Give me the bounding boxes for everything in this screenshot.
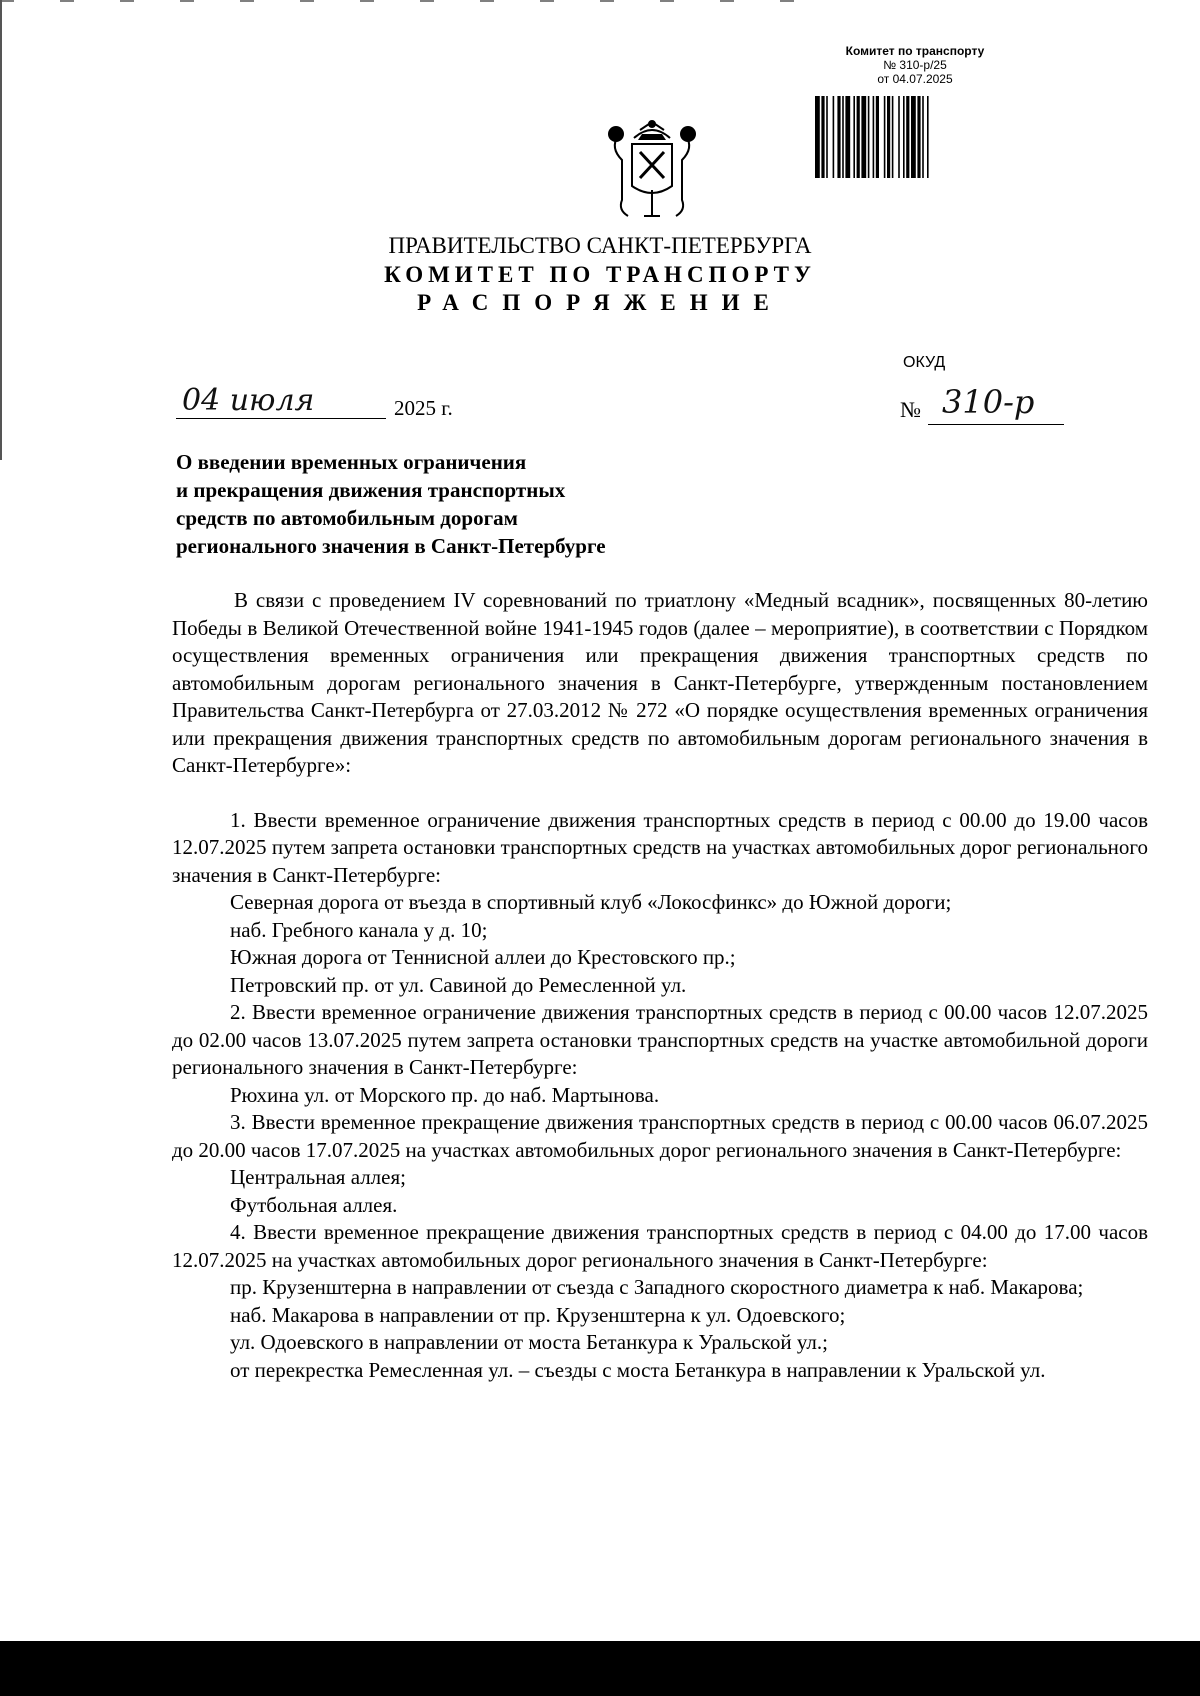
item-2: 2. Ввести временное ограничение движения транспортных средств в период с 00.00 часов 12.07.2025 до 02.00 часов 13.07.2025 путем запрета остановки транспортных средств на участке автомобильной дороги регионального значения в Санкт-Петербурге: <box>172 1000 1148 1079</box>
handwritten-number: 310-р <box>942 383 1035 421</box>
road-entry: Южная дорога от Теннисной аллеи до Крестовского пр.; <box>230 945 736 969</box>
stamp-number: № 310-р/25 <box>883 58 947 72</box>
scan-artifact <box>0 0 800 2</box>
subject-line: О введении временных ограничения <box>176 450 527 474</box>
item-3: 3. Ввести временное прекращение движения транспортных средств в период с 00.00 часов 06.07.2025 до 20.00 часов 17.07.2025 на участках автомобильных дорог регионального значения в Санкт-Петербурге: <box>172 1110 1148 1162</box>
date-year: 2025 г. <box>394 396 453 420</box>
road-entry: Северная дорога от въезда в спортивный клуб «Локосфинкс» до Южной дороги; <box>230 890 952 914</box>
scan-edge <box>0 0 2 460</box>
road-entry: наб. Гребного канала у д. 10; <box>230 917 488 942</box>
road-entry: Петровский пр. от ул. Савиной до Ремесленной ул. <box>230 972 687 997</box>
document-subject <box>176 448 606 560</box>
item-4: 4. Ввести временное прекращение движения транспортных средств в период с 04.00 до 17.00 часов 12.07.2025 на участках автомобильных дорог регионального значения в Санкт-Петербурге: <box>172 1220 1148 1272</box>
road-entry: ул. Одоевского в направлении от моста Бетанкура к Уральской ул.; <box>230 1330 828 1354</box>
government-title: ПРАВИТЕЛЬСТВО САНКТ-ПЕТЕРБУРГА <box>388 233 812 258</box>
committee-title: КОМИТЕТ ПО ТРАНСПОРТУ <box>384 262 816 287</box>
registration-stamp <box>815 44 1015 86</box>
stamp-organization: Комитет по транспорту <box>845 44 985 58</box>
road-entry: Рюхина ул. от Морского пр. до наб. Мартынова. <box>230 1082 660 1107</box>
road-entry: Центральная аллея; <box>230 1165 406 1189</box>
document-body <box>172 587 1148 1384</box>
item-1: 1. Ввести временное ограничение движения транспортных средств в период с 00.00 до 19.00 часов 12.07.2025 путем запрета остановки транспортных средств на участках автомобильных дорог регионального значения в Санкт-Петербурге: <box>172 807 1148 887</box>
preamble: В связи с проведением IV соревнований по триатлону «Медный всадник», посвященных 80-летию Победы в Великой Отечественной войне 1941-1945 годов (далее – мероприятие), в соответствии с Порядком осуществления временных ограничения или прекращения движения транспортных средств по автомобильным дорогам регионального значения в Санкт-Петербурге, утвержденным постановлением Правительства Санкт-Петербурга от 27.03.2012 № 272 «О порядке осуществления временных ограничения или прекращения движения транспортных средств по автомобильным дорогам регионального значения в Санкт-Петербурге»: <box>172 588 1148 777</box>
road-entry: Футбольная аллея. <box>230 1192 398 1217</box>
subject-line: и прекращения движения транспортных <box>176 478 566 502</box>
road-entry: наб. Макарова в направлении от пр. Крузенштерна к ул. Одоевского; <box>230 1302 846 1327</box>
okud-label: ОКУД <box>903 354 946 371</box>
subject-line: регионального значения в Санкт-Петербурге <box>176 534 606 558</box>
number-label: № <box>900 397 921 422</box>
barcode-icon <box>815 96 1021 178</box>
handwritten-date: 04 июля <box>182 383 315 418</box>
stamp-date: от 04.07.2025 <box>877 72 953 86</box>
coat-of-arms-icon <box>604 118 700 224</box>
road-entry: пр. Крузенштерна в направлении от съезда с Западного скоростного диаметра к наб. Макарова; <box>230 1275 1084 1299</box>
subject-line: средств по автомобильным дорогам <box>176 506 518 530</box>
road-entry: от перекрестка Ремесленная ул. – съезды с моста Бетанкура в направлении к Уральской ул. <box>230 1357 1046 1382</box>
document-type: РАСПОРЯЖЕНИЕ <box>417 290 783 315</box>
scan-bottom-border <box>0 1641 1200 1696</box>
